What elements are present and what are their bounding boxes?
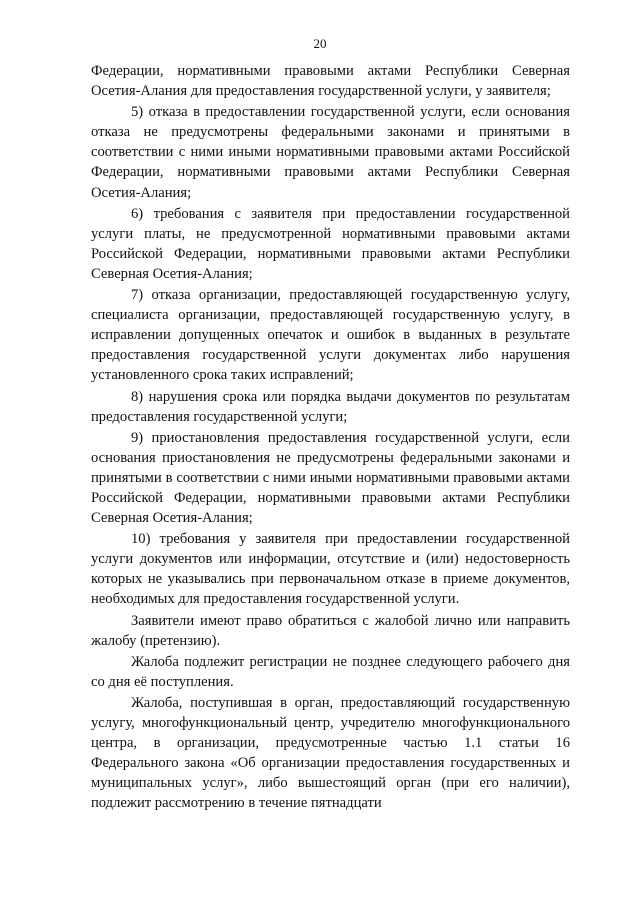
paragraph-complaint-review: Жалоба, поступившая в орган, предоставляющий государственную услугу, многофункциональный центр, учредителю многофункционального центра, в организации, предусмотренные частью 1.1 статьи 16 Федерального закона «Об организации предоставления государственных и муниципальных услуг», либо вышестоящий орган (при его наличии), подлежит рассмотрению в течение пятнадцати (91, 694, 570, 812)
paragraph-item-8: 8) нарушения срока или порядка выдачи документов по результатам предоставления государственной услуги; (91, 388, 570, 425)
paragraph-item-5: 5) отказа в предоставлении государственной услуги, если основания отказа не предусмотрены федеральными законами и принятыми в соответствии с ними иными нормативными правовыми актами Российской Федерации, нормативными правовыми актами Республики Северная Осетия-Алания; (91, 104, 570, 201)
paragraph-item-6: 6) требования с заявителя при предоставлении государственной услуги платы, не предусмотренной нормативными правовыми актами Российской Федерации, нормативными правовыми актами Республики Северная Осетия-Алания; (91, 205, 570, 282)
paragraph-complaint-registration: Жалоба подлежит регистрации не позднее следующего рабочего дня со дня её поступления. (91, 653, 570, 690)
page-number: 20 (313, 36, 327, 51)
paragraph-complaint-right: Заявители имеют право обратиться с жалобой лично или направить жалобу (претензию). (91, 612, 570, 649)
paragraph-item-10: 10) требования у заявителя при предоставлении государственной услуги документов или информации, отсутствие и (или) недостоверность которых не указывались при первоначальном отказе в приеме документов, необходимых для предоставления государственной услуги. (91, 531, 570, 608)
paragraph-item-7: 7) отказа организации, предоставляющей государственную услугу, специалиста организации, предоставляющей государственную услугу, в исправлении допущенных опечаток и ошибок в выданных в результате предоставления государственной услуги документах либо нарушения установленного срока таких исправлений; (91, 287, 570, 384)
paragraph-item-9: 9) приостановления предоставления государственной услуги, если основания приостановления не предусмотрены федеральными законами и принятыми в соответствии с ними иными нормативными правовыми актами Российской Федерации, нормативными правовыми актами Республики Северная Осетия-Алания; (91, 429, 570, 527)
document-body (91, 61, 570, 813)
paragraph-continuation: Федерации, нормативными правовыми актами Республики Северная Осетия-Алания для предоставления государственной услуги, у заявителя; (91, 63, 570, 100)
